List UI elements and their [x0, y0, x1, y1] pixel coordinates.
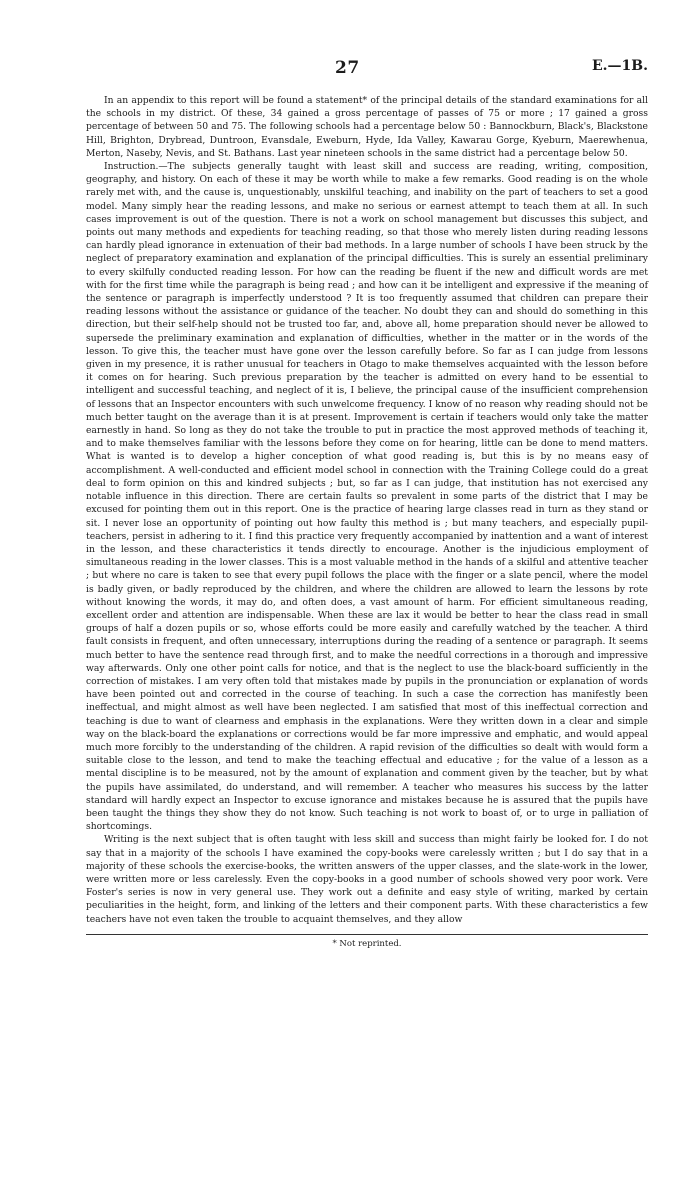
body-text [86, 94, 648, 926]
page-number: 27 [335, 58, 360, 78]
footnote: * Not reprinted. [332, 938, 402, 949]
paragraph-writing: Writing is the next subject that is often taught with less skill and success than might fairly be looked for. I do not say that in a majority of the schools I have examined the copy-books were carelessly written ; but I do say that in a majority of these schools the exercise-books, the written answers of the upper classes, and the slate-work in the lower, were written more or less carelessly. Even the copy-books in a good number of schools showed very poor work. Vere Foster's series is now in very general use. They work out a definite and easy style of writing, marked by certain peculiarities in the height, form, and linking of the letters and their component parts. With these characteristics a few teachers have not even taken the trouble to acquaint themselves, and they allow [86, 834, 648, 925]
paragraph-standard-examinations: In an appendix to this report will be found a statement* of the principal details of the standard examinations for all the schools in my district. Of these, 34 gained a gross percentage of passes of 75 or more ; 17 gained a gross percentage of between 50 and 75. The following schools had a percentage below 50 : Bannockburn, Black's, Blackstone Hill, Brighton, Drybread, Duntroon, Evansdale, Eweburn, Hyde, Ida Valley, Kawarau Gorge, Kyeburn, Maerewhenua, Merton, Naseby, Nevis, and St. Bathans. Last year nineteen schools in the same district had a percentage below 50. [86, 95, 648, 159]
paragraph-instruction-reading: Instruction.—The subjects generally taught with least skill and success are reading, writing, composition, geography, and history. On each of these it may be worth while to make a few remarks. Good reading is on the whole rarely met with, and the cause is, unquestionably, unskilful teaching, and inability on the part of teachers to set a good model. Many simply hear the reading lessons, and make no serious or earnest attempt to teach them at all. In such cases improvement is out of the question. There is not a work on school management but discusses this subject, and points out many methods and expedients for teaching reading, so that those who merely listen during reading lessons can hardly plead ignorance in extenuation of their bad methods. In a large number of schools I have been struck by the neglect of preparatory examination and explanation of the principal difficulties. This is surely an essential preliminary to every skilfully conducted reading lesson. For how can the reading be fluent if the new and difficult words are met with for the first time while the paragraph is being read ; and how can it be intelligent and expressive if the meaning of the sentence or paragraph is imperfectly understood ? It is too frequently assumed that children can prepare their reading lessons without the assistance or guidance of the teacher. No doubt they can and should do something in this direction, but their self-help should not be trusted too far, and, above all, home preparation should never be allowed to supersede the preliminary examination and explanation of difficulties, whether in the matter or in the words of the lesson. To give this, the teacher must have gone over the lesson carefully before. So far as I can judge from lessons given in my presence, it is rather unusual for teachers in Otago to make themselves acquainted with the lesson before it comes on for hearing. Such previous preparation by the teacher is admitted on every hand to be essential to intelligent and successful teaching, and neglect of it is, I believe, the principal cause of the insufficient comprehension of lessons that an Inspector encounters with such unwelcome frequency. I know of no reason why reading should not be much better taught on the average than it is at present. Improvement is certain if teachers would only take the matter earnestly in hand. So long as they do not take the trouble to put in practice the most approved methods of teaching it, and to make themselves familiar with the lessons before they come on for hearing, little can be done to mend matters. What is wanted is to develop a higher conception of what good reading is, but this is by no means easy of accomplishment. A well-conducted and efficient model school in connection with the Training College could do a great deal to form opinion on this and kindred subjects ; but, so far as I can judge, that institution has not exercised any notable influence in this direction. There are certain faults so prevalent in some parts of the district that I may be excused for pointing them out in this report. One is the practice of hearing large classes read in turn as they stand or sit. I never lose an opportunity of pointing out how faulty this method is ; but many teachers, and especially pupil-teachers, persist in adhering to it. I find this practice very frequently accompanied by inattention and a want of interest in the lesson, and these characteristics it tends directly to encourage. Another is the injudicious employment of simultaneous reading in the lower classes. This is a most valuable method in the hands of a skilful and attentive teacher ; but where no care is taken to see that every pupil follows the place with the finger or a slate pencil, where the model is badly given, or badly reproduced by the children, and where the children are allowed to learn the lessons by rote without knowing the words, it may do, and often does, a vast amount of harm. For efficient simultaneous reading, excellent order and attention are indispensable. When these are lax it would be better to hear the class read in small groups of half a dozen pupils or so, whose efforts could be more easily and carefully watched by the teacher. A third fault consists in frequent, and often unnecessary, interruptions during the reading of a sentence or paragraph. It seems much better to have the sentence read through first, and to make the needful corrections in a thorough and impressive way afterwards. Only one other point calls for notice, and that is the neglect to use the black-board sufficiently in the correction of mistakes. I am very often told that mistakes made by pupils in the pronunciation or explanation of words have been pointed out and corrected in the course of teaching. In such a case the correction has manifestly been ineffectual, and might almost as well have been neglected. I am satisfied that most of this ineffectual correction and teaching is due to want of clearness and emphasis in the explanations. Were they written down in a clear and simple way on the black-board the explanations or corrections would be far more impressive and emphatic, and would appeal much more forcibly to the understanding of the children. A rapid revision of the difficulties so dealt with would form a suitable close to the lesson, and tend to make the teaching effectual and educative ; for the value of a lesson as a mental discipline is to be measured, not by the amount of explanation and comment given by the teacher, but by what the pupils have assimilated, do understand, and will remember. A teacher who measures his success by the latter standard will hardly expect an Inspector to excuse ignorance and mistakes because he is assured that the pupils have been taught the things they show they do not know. Such teaching is not work to boast of, or to urge in palliation of shortcomings. [86, 161, 648, 833]
footnote-divider [86, 934, 648, 935]
document-reference: E.—1B. [592, 58, 648, 74]
page-header [86, 58, 648, 94]
